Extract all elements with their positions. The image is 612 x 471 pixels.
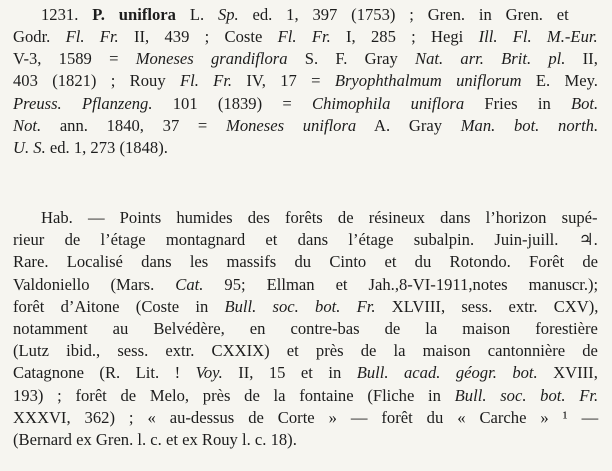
italic-text: Man. bot. north. [460, 116, 599, 135]
text-segment: Valdoniello (Mars. [13, 275, 176, 294]
entry-line [13, 138, 168, 158]
italic-text: Moneses grandiflora [135, 49, 288, 68]
entry-line-1 [190, 5, 569, 24]
entry-line [13, 49, 598, 69]
italic-text: Fl. Fr. [65, 27, 119, 46]
italic-text: Bull. acad. géogr. bot. [356, 363, 538, 382]
text-segment: L. [189, 5, 218, 24]
genus-abbreviation: P. [92, 5, 105, 24]
text-segment: 95; Ellman et Jah.,8-VI-1911,notes manuscr.); [203, 275, 599, 294]
text-segment: 101 (1839) = [152, 94, 313, 113]
italic-text: Fl. Fr. [179, 71, 233, 90]
text-segment: Rare. Localisé dans les massifs du Cinto et du Rotondo. Forêt de [13, 252, 598, 271]
text-segment: E. Mey. [521, 71, 598, 90]
italic-text: Nat. arr. Brit. pl. [415, 49, 566, 68]
habitat-line [13, 252, 598, 272]
entry-number: 1231. [41, 5, 79, 24]
text-segment: rieur de l’étage montagnard et dans l’étage subalpin. Juin-juill. ♃. [13, 230, 598, 249]
habitat-line [13, 230, 598, 250]
text-segment: ed. 1, 273 (1848). [45, 138, 168, 157]
text-segment: ann. 1840, 37 = [41, 116, 226, 135]
habitat-line [13, 297, 598, 317]
text-segment: II, 439 ; Coste [118, 27, 278, 46]
italic-text: Bryophthalmum uniflorum [334, 71, 522, 90]
text-segment: IV, 17 = [232, 71, 335, 90]
text-segment: S. F. Gray [287, 49, 416, 68]
entry-line [13, 27, 598, 47]
text-segment: XLVIII, sess. extr. CXV), [375, 297, 599, 316]
species-name: uniflora [118, 5, 176, 24]
text-segment: Godr. [13, 27, 66, 46]
text-segment: II, 15 et in [222, 363, 357, 382]
text-segment: ed. 1, 397 (1753) ; Gren. in Gren. et [238, 5, 569, 24]
italic-text: Moneses uniflora [226, 116, 357, 135]
text-segment: Catagnone (R. Lit. ! [13, 363, 196, 382]
habitat-line [13, 363, 598, 383]
italic-text: Fl. Fr. [277, 27, 331, 46]
text-segment: V-3, 1589 = [13, 49, 136, 68]
entry-heading-line [0, 5, 569, 25]
italic-text: Not. [13, 116, 42, 135]
habitat-line [13, 341, 598, 361]
text-segment: 403 (1821) ; Rouy [13, 71, 180, 90]
italic-text: Sp. [217, 5, 239, 24]
habitat-line [13, 408, 598, 428]
habitat-line [13, 386, 598, 406]
text-segment: notamment au Belvédère, en contre-bas de la maison forestière [13, 319, 598, 338]
text-segment: forêt d’Aitone (Coste in [13, 297, 225, 316]
habitat-line [13, 430, 297, 450]
text-segment: II, [565, 49, 598, 68]
text-segment: Fries in [464, 94, 571, 113]
text-segment: 193) ; forêt de Melo, près de la fontaine (Fliche in [13, 386, 455, 405]
italic-text: U. S. [13, 138, 46, 157]
text-segment: (Bernard ex Gren. l. c. et ex Rouy l. c. 18). [13, 430, 297, 449]
italic-text: Ill. Fl. M.-Eur. [478, 27, 598, 46]
habitat-line [13, 319, 598, 339]
entry-line [13, 94, 598, 114]
habitat-line [13, 275, 598, 295]
text-segment: XVIII, [537, 363, 598, 382]
text-segment: I, 285 ; Hegi [330, 27, 479, 46]
text-segment: Hab. — Points humides des forêts de résineux dans l’horizon supé- [41, 208, 598, 227]
italic-text: Cat. [175, 275, 204, 294]
text-segment: XXXVI, 362) ; « au-dessus de Corte » — forêt du « Carche » ¹ — [13, 408, 599, 427]
entry-line [13, 71, 598, 91]
italic-text: Bull. soc. bot. Fr. [454, 386, 599, 405]
habitat-line [41, 208, 598, 228]
entry-line [13, 116, 598, 136]
text-segment: (Lutz ibid., sess. extr. CXXIX) et près de la maison cantonnière de [13, 341, 598, 360]
italic-text: Bot. [571, 94, 599, 113]
text-segment: A. Gray [356, 116, 461, 135]
italic-text: Preuss. Pflanzeng. [13, 94, 153, 113]
italic-text: Chimophila uniflora [312, 94, 465, 113]
italic-text: Voy. [195, 363, 223, 382]
italic-text: Bull. soc. bot. Fr. [224, 297, 376, 316]
